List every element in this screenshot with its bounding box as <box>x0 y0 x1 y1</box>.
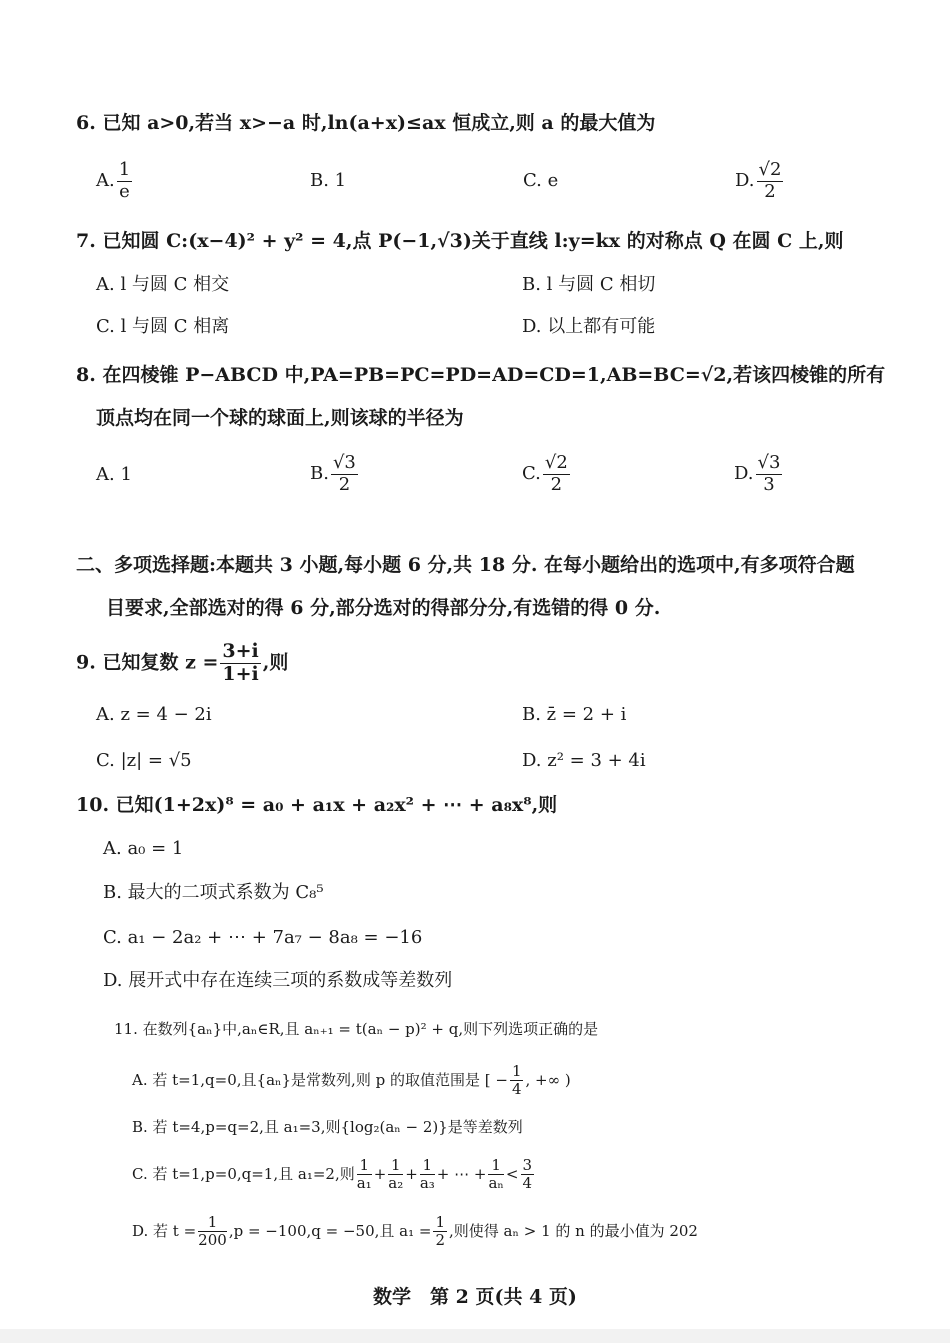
q9-stem <box>76 641 288 686</box>
q6-a-label: A. <box>96 170 115 192</box>
q11-c-term-2 <box>388 1157 403 1193</box>
numerator: 1 <box>435 1213 445 1231</box>
page-footer: 数学 第 2 页(共 4 页) <box>373 1286 577 1308</box>
q6-stem: 6. 已知 a>0,若当 x>−a 时,ln(a+x)≤ax 恒成立,则 a 的最大值为 <box>76 112 656 134</box>
numerator: 3 <box>522 1156 533 1174</box>
q7-option-c: C. l 与圆 C 相离 <box>96 316 230 337</box>
q11-option-b: B. 若 t=4,p=q=2,且 a₁=3,则{log₂(aₙ − 2)}是等差数列 <box>132 1118 523 1136</box>
denominator: a₃ <box>419 1174 435 1193</box>
q11-c-text: C. 若 t=1,p=0,q=1,且 a₁=2,则 <box>132 1164 355 1183</box>
q8-b-fraction <box>331 453 358 495</box>
q7-option-b: B. l 与圆 C 相切 <box>522 274 656 295</box>
q6-a-fraction <box>117 160 132 202</box>
numerator: √3 <box>757 452 781 473</box>
numerator: 3+i <box>222 640 259 662</box>
q7-option-a: A. l 与圆 C 相交 <box>96 274 230 295</box>
q11-d-text-mid: ,p = −100,q = −50,且 a₁ = <box>228 1221 432 1240</box>
q6-option-a <box>96 160 134 202</box>
numerator: √2 <box>544 452 568 473</box>
q11-d-a1-fraction <box>433 1214 447 1250</box>
q8-b-label: B. <box>310 463 329 485</box>
q8-d-fraction <box>756 453 783 495</box>
q6-d-fraction <box>757 160 784 202</box>
q11-option-c: C. 若 t=1,p=0,q=1,且 a₁=2,则 $\frac{1}{\text{a₁}}$ + $\frac{1}{\text{a₂}}$ + $\frac{1}{\text{a₃}}$ + ⋯ + $\frac{1}{\text{aₙ}}$ < $\frac{3}{4}$ <box>132 1156 533 1193</box>
denominator: e <box>119 180 130 202</box>
section2-instructions-line2: 目要求,全部选对的得 6 分,部分选对的得部分分,有选错的得 0 分. <box>106 597 661 619</box>
scan-bottom-edge <box>0 1329 950 1343</box>
q11-c-term-n <box>488 1157 503 1193</box>
q11-a-fraction <box>510 1063 524 1099</box>
q11-c-term-1 <box>357 1157 372 1193</box>
q8-c-fraction <box>543 453 570 495</box>
numerator: 1 <box>388 1157 403 1175</box>
numerator: 1 <box>511 1062 522 1080</box>
q6-option-d <box>735 160 785 202</box>
q10-option-c: C. a₁ − 2a₂ + ⋯ + 7a₇ − 8a₈ = −16 <box>103 927 423 948</box>
q9-stem-post: ,则 <box>262 651 289 674</box>
q11-c-rhs <box>521 1157 535 1193</box>
denominator: 200 <box>198 1231 227 1250</box>
denominator: 2 <box>338 473 351 495</box>
q9-option-a: A. z = 4 − 2i <box>96 704 212 725</box>
q11-c-dots: + ⋯ + <box>436 1164 487 1183</box>
q7-option-d: D. 以上都有可能 <box>522 316 656 337</box>
numerator: √3 <box>332 452 356 473</box>
q9-stem-pre: 9. 已知复数 z = <box>76 651 219 674</box>
numerator: 1 <box>357 1157 372 1175</box>
q10-option-a: A. a₀ = 1 <box>103 838 184 859</box>
q11-c-term-3 <box>420 1157 435 1193</box>
q9-option-d: D. z² = 3 + 4i <box>522 750 646 771</box>
q8-option-d <box>734 453 784 495</box>
q11-d-text-pre: D. 若 t = <box>132 1221 197 1240</box>
q8-stem-line2: 顶点均在同一个球的球面上,则该球的半径为 <box>96 407 464 429</box>
q11-stem: 11. 在数列{aₙ}中,aₙ∈R,且 aₙ₊₁ = t(aₙ − p)² + q,则下列选项正确的是 <box>114 1020 599 1038</box>
q6-option-c: C. e <box>523 170 559 191</box>
numerator: √2 <box>758 159 782 180</box>
denominator: a₁ <box>356 1174 372 1193</box>
q8-option-c <box>522 453 572 495</box>
q11-a-left-bracket: [ − <box>484 1070 508 1089</box>
numerator: 1 <box>118 159 131 180</box>
q8-d-label: D. <box>734 463 754 485</box>
q8-option-b <box>310 453 360 495</box>
q11-d-t-fraction <box>198 1214 227 1250</box>
q11-d-text-post: ,则使得 aₙ > 1 的 n 的最小值为 202 <box>449 1221 698 1240</box>
denominator: 2 <box>435 1231 445 1250</box>
denominator: 3 <box>763 473 775 495</box>
q8-c-label: C. <box>522 463 541 485</box>
q11-a-text: A. 若 t=1,q=0,且{aₙ}是常数列,则 p 的取值范围是 <box>132 1070 480 1089</box>
q11-c-less-than: < <box>505 1164 519 1183</box>
denominator: 4 <box>522 1174 533 1193</box>
numerator: 1 <box>488 1157 503 1175</box>
denominator: 1+i <box>222 662 259 685</box>
q11-option-d <box>132 1214 698 1250</box>
section2-instructions-line1: 二、多项选择题:本题共 3 小题,每小题 6 分,共 18 分. 在每小题给出的选项中,有多项符合题 <box>76 554 855 576</box>
q7-stem: 7. 已知圆 C:(x−4)² + y² = 4,点 P(−1,√3)关于直线 l:y=kx 的对称点 Q 在圆 C 上,则 <box>76 230 844 252</box>
q9-fraction <box>220 641 260 686</box>
numerator: 1 <box>198 1214 227 1232</box>
denominator: 4 <box>511 1080 522 1099</box>
q10-stem: 10. 已知(1+2x)⁸ = a₀ + a₁x + a₂x² + ⋯ + a₈x⁸,则 <box>76 794 558 816</box>
q8-stem-line1: 8. 在四棱锥 P−ABCD 中,PA=PB=PC=PD=AD=CD=1,AB=BC=√2,若该四棱锥的所有 <box>76 364 886 386</box>
denominator: aₙ <box>488 1174 504 1193</box>
q10-option-b: B. 最大的二项式系数为 C₈⁵ <box>103 882 324 903</box>
q11-a-right-bracket: , +∞ ) <box>525 1070 571 1089</box>
numerator: 1 <box>420 1157 435 1175</box>
denominator: a₂ <box>388 1174 404 1193</box>
q8-option-a: A. 1 <box>96 464 132 485</box>
q9-option-b: B. z̄ = 2 + i <box>522 704 627 725</box>
denominator: 2 <box>550 473 563 495</box>
q10-option-d: D. 展开式中存在连续三项的系数成等差数列 <box>103 970 453 991</box>
q6-d-label: D. <box>735 170 755 192</box>
q9-option-c: C. |z| = √5 <box>96 750 192 771</box>
denominator: 2 <box>764 180 776 202</box>
q11-option-a <box>132 1063 571 1099</box>
q6-option-b: B. 1 <box>310 170 347 191</box>
